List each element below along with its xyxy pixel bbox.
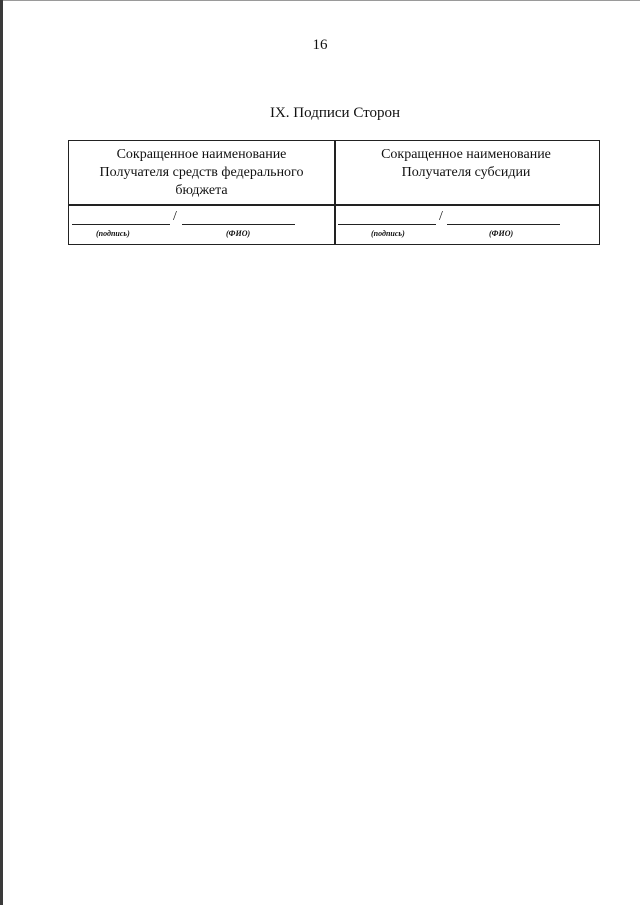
left-signature-caption: (подпись) [96, 229, 130, 238]
left-party-header [69, 146, 334, 200]
right-party-column [334, 141, 598, 244]
right-party-header [334, 146, 598, 182]
left-party-column [69, 141, 334, 244]
left-header-line-1: Сокращенное наименование [116, 147, 287, 162]
left-separator: / [173, 209, 177, 224]
right-separator: / [439, 209, 443, 224]
page-number: 16 [312, 37, 328, 53]
left-header-line-2: Получателя средств федерального [99, 165, 304, 180]
left-header-line-3: бюджета [175, 183, 228, 198]
right-signature-caption: (подпись) [371, 229, 405, 238]
right-header-line-1: Сокращенное наименование [381, 147, 551, 162]
scan-top-edge [0, 0, 640, 1]
right-name-caption: (ФИО) [489, 229, 514, 238]
right-header-line-2: Получателя субсидии [401, 165, 531, 180]
scan-left-edge [0, 0, 3, 905]
signatures-table [68, 140, 600, 245]
left-name-caption: (ФИО) [226, 229, 251, 238]
left-name-line [182, 224, 295, 225]
right-name-line [447, 224, 560, 225]
section-title: IX. Подписи Сторон [269, 105, 401, 121]
right-signature-line [338, 224, 436, 225]
left-signature-line [72, 224, 170, 225]
